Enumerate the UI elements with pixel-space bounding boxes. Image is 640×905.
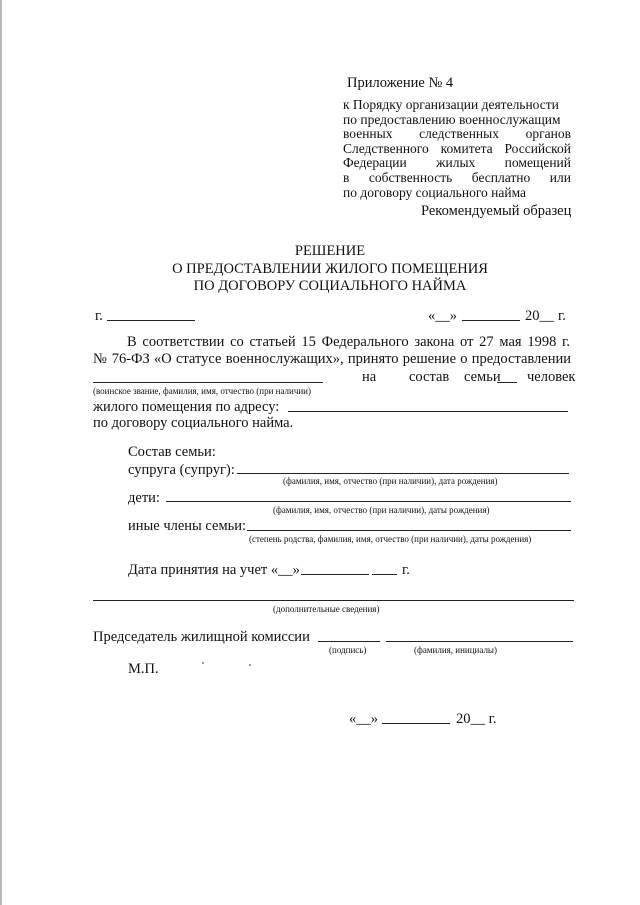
family-size-semi: семьи	[464, 369, 501, 385]
spouse-line	[237, 473, 569, 474]
signature-line	[318, 641, 380, 642]
body-line-1: В соответствии со статьей 15 Федерального закона от 27 мая 1998 г.	[127, 334, 570, 350]
recommended-sample: Рекомендуемый образец	[421, 203, 572, 219]
initials-line	[386, 641, 573, 642]
extra-info-line	[93, 600, 574, 601]
city-prefix: г.	[95, 308, 103, 324]
scan-edge	[0, 0, 2, 905]
contract-text: по договору социального найма.	[93, 415, 294, 431]
appendix-line: по договору социального найма	[343, 184, 527, 200]
address-line	[288, 411, 568, 412]
sign-date-month-line	[382, 723, 450, 724]
date-year: 20__	[525, 308, 554, 324]
appendix-line: к Порядку организации деятельности	[343, 97, 559, 112]
registration-year-suffix: г.	[402, 562, 410, 578]
appendix-line: Следственного комитета Российской	[343, 140, 571, 156]
appendix-line: по предоставлению военнослужащим	[343, 111, 561, 127]
heading-line2: О ПРЕДОСТАВЛЕНИИ ЖИЛОГО ПОМЕЩЕНИЯ	[172, 261, 488, 277]
heading-line3: ПО ДОГОВОРУ СОЦИАЛЬНОГО НАЙМА	[193, 278, 467, 294]
appendix-line: военных следственных органов	[343, 126, 571, 142]
family-size-sostav: состав	[409, 369, 450, 385]
signature-caption: (подпись)	[329, 645, 367, 655]
address-label: жилого помещения по адресу:	[93, 399, 280, 415]
spouse-label: супруга (супруг):	[128, 462, 235, 478]
initials-caption: (фамилия, инициалы)	[414, 645, 497, 655]
family-count-line	[497, 382, 517, 383]
extra-info-caption: (дополнительные сведения)	[273, 604, 380, 614]
date-year-suffix: г.	[558, 308, 566, 324]
caption-rank: (воинское звание, фамилия, имя, отчество (при наличии)	[93, 386, 311, 396]
children-line	[166, 501, 571, 502]
sign-date-year: 20__ г.	[456, 711, 497, 727]
children-caption: (фамилия, имя, отчество (при наличии), даты рождения)	[273, 505, 490, 515]
date-month-line	[462, 320, 520, 321]
registration-month-line	[301, 574, 369, 575]
date-day: «__»	[428, 308, 457, 324]
others-line	[247, 530, 571, 531]
registration-label: Дата принятия на учет «__»	[128, 562, 300, 578]
family-size-chelovek: человек	[527, 369, 576, 385]
rank-name-line	[93, 382, 323, 383]
scan-speck	[202, 662, 204, 664]
sign-date-day: «__»	[349, 711, 378, 727]
city-line	[107, 320, 195, 321]
family-size-na: на	[362, 369, 377, 385]
heading-decision: РЕШЕНИЕ	[294, 243, 366, 259]
seal-label: М.П.	[128, 661, 159, 677]
others-label: иные члены семьи:	[128, 518, 247, 534]
others-caption: (степень родства, фамилия, имя, отчество (при наличии), даты рождения)	[249, 534, 532, 544]
chairman-label: Председатель жилищной комиссии	[93, 629, 310, 645]
scan-speck	[249, 664, 251, 666]
registration-year-line	[372, 574, 397, 575]
appendix-line: Федерации жилых помещений	[343, 155, 571, 171]
spouse-caption: (фамилия, имя, отчество (при наличии), дата рождения)	[283, 476, 498, 486]
appendix-text	[343, 98, 571, 200]
children-label: дети:	[128, 490, 160, 506]
appendix-title: Приложение № 4	[347, 75, 454, 91]
appendix-line: в собственность бесплатно или	[343, 169, 571, 185]
family-title: Состав семьи:	[128, 444, 216, 460]
body-line-2: № 76-ФЗ «О статусе военнослужащих», принято решение о предоставлении	[93, 351, 571, 367]
